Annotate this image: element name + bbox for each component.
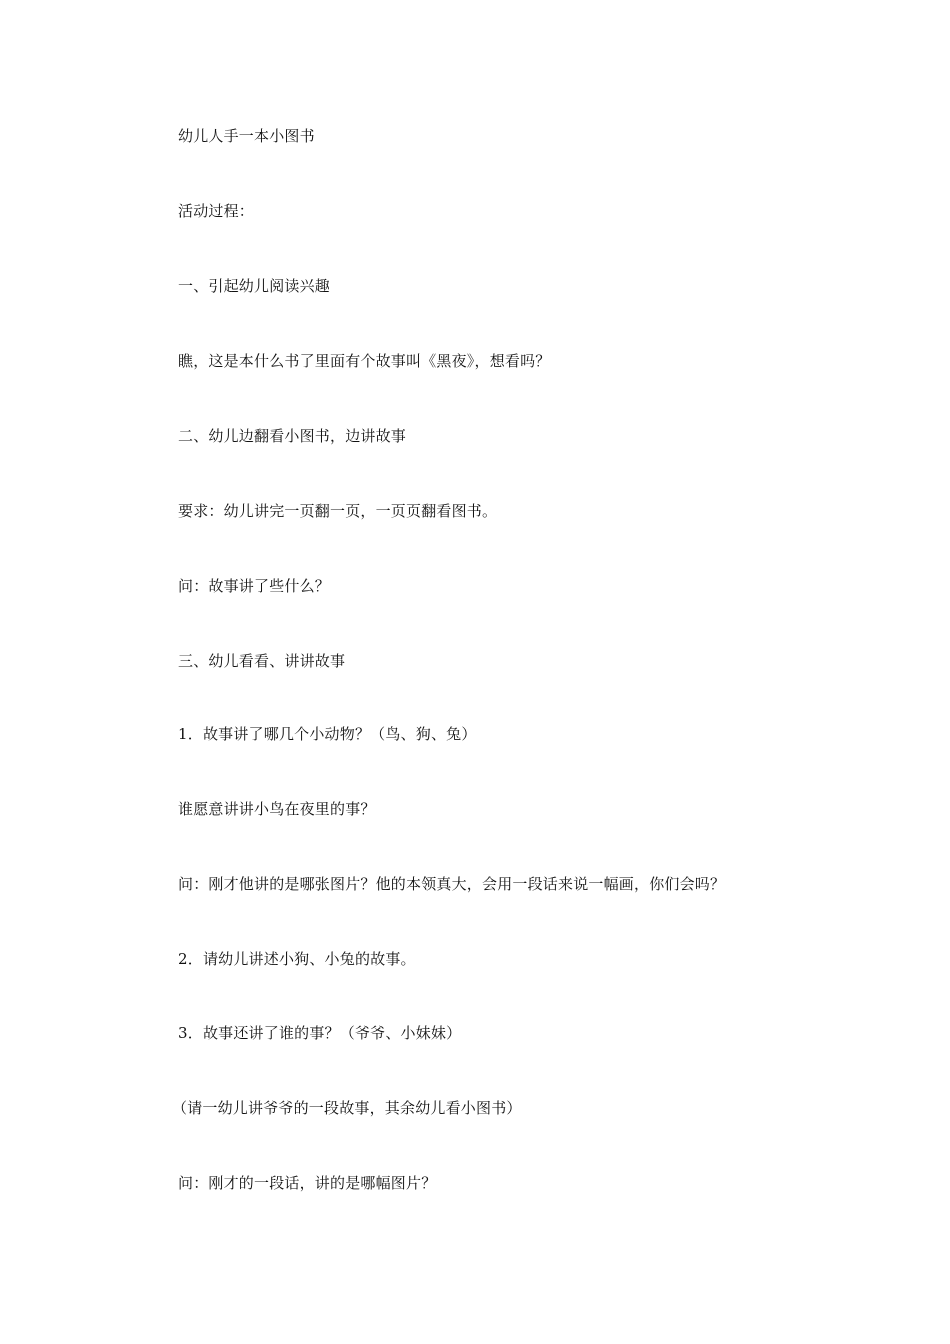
section-one-heading: 一、引起幼儿阅读兴趣 <box>178 277 331 295</box>
process-heading: 活动过程： <box>178 202 255 220</box>
materials-line: 幼儿人手一本小图书 <box>178 127 315 145</box>
question-story-content: 问：故事讲了些什么？ <box>178 577 331 595</box>
intro-question: 瞧，这是本什么书了里面有个故事叫《黑夜》，想看吗？ <box>178 352 551 370</box>
grandpa-story-note: （请一幼儿讲爷爷的一段故事，其余幼儿看小图书） <box>172 1099 522 1117</box>
item-two: 2．请幼儿讲述小狗、小兔的故事。 <box>178 950 416 968</box>
picture-question: 问：刚才他讲的是哪张图片？他的本领真大，会用一段话来说一幅画，你们会吗？ <box>178 875 726 893</box>
requirement-line: 要求：幼儿讲完一页翻一页，一页页翻看图书。 <box>178 502 498 520</box>
section-two-heading: 二、幼儿边翻看小图书，边讲故事 <box>178 427 407 445</box>
final-question: 问：刚才的一段话，讲的是哪幅图片？ <box>178 1174 437 1192</box>
section-three-heading: 三、幼儿看看、讲讲故事 <box>178 652 346 670</box>
item-one: 1．故事讲了哪几个小动物？（鸟、狗、兔） <box>178 725 477 743</box>
bird-story-question: 谁愿意讲讲小鸟在夜里的事？ <box>178 800 376 818</box>
item-three: 3．故事还讲了谁的事？（爷爷、小妹妹） <box>178 1024 462 1042</box>
